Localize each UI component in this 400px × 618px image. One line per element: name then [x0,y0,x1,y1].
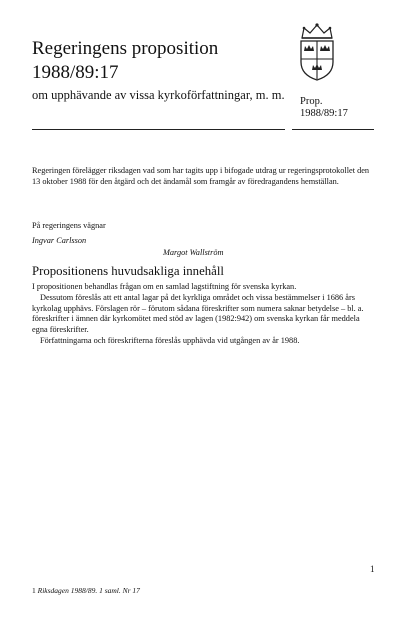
signature-prime-minister: Ingvar Carlsson [32,236,87,245]
document-title: Regeringens proposition [32,38,219,59]
side-label-number: 1988/89:17 [300,108,348,119]
header-rule-left [32,129,285,130]
footnote-text: Riksdagen 1988/89. 1 saml. Nr 17 [37,586,140,595]
document-subtitle: om upphävande av vissa kyrkoförfattningar, m. m. [32,88,285,102]
intro-paragraph: Regeringen förelägger riksdagen vad som har tagits upp i bifogade utdrag ur regeringsprotokollet den 13 oktober 1988 för den åtgärd och det ändamål som framgår av föredragandens hemställan. [32,166,370,186]
footnote-number: 1 [32,586,36,595]
signature-minister: Margot Wallström [163,248,224,257]
body-paragraph: I propositionen behandlas frågan om en samlad lagstiftning för svenska kyrkan. [32,282,297,291]
section-body [32,282,377,347]
page-number: 1 [370,564,375,574]
header-rule-right [292,129,374,130]
signature-lead: På regeringens vägnar [32,221,106,230]
body-paragraph: Författningarna och föreskrifterna föreslås upphävda vid utgången av år 1988. [40,335,300,345]
footnote [32,586,140,595]
body-paragraph: Dessutom föreslås att ett antal lagar på det kyrkliga området och vissa bestämmelser i 1686 års kyrkolag upphävs. Förslagen rör – förutom sådana föreskrifter som numera saknar betydelse – bl. a. föreskrifter i ämnen där kyrkomötet med stöd av lagen (1982:942) om svenska kyrkan får meddela egna föreskrifter. [32,292,364,335]
coat-of-arms-icon [294,22,340,82]
side-label-prop: Prop. [300,96,323,107]
document-number: 1988/89:17 [32,62,119,83]
section-heading: Propositionens huvudsakliga innehåll [32,264,224,278]
